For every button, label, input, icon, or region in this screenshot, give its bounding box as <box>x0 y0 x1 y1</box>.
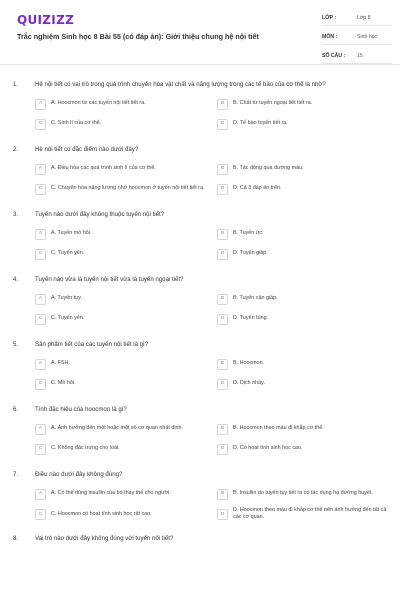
question-header <box>0 468 400 480</box>
question-header <box>0 533 400 543</box>
answer-option[interactable] <box>217 117 399 131</box>
answer-option[interactable] <box>35 292 217 306</box>
answer-options <box>35 357 400 391</box>
answer-option[interactable] <box>217 442 399 456</box>
answer-option[interactable] <box>35 312 217 326</box>
option-letter-box[interactable]: D <box>217 509 228 520</box>
answer-option[interactable] <box>217 292 399 306</box>
answer-option[interactable] <box>35 377 217 391</box>
worksheet-meta <box>322 11 392 68</box>
option-letter-box[interactable]: A <box>35 359 46 370</box>
option-text: C. Chuyển hóa năng lượng nhờ hoocmon ở tuyến nội tiết tiết ra. <box>51 185 205 192</box>
question-list <box>0 78 400 555</box>
option-letter-box[interactable]: A <box>35 489 46 500</box>
option-letter-box[interactable]: D <box>217 379 228 390</box>
option-letter-box[interactable]: A <box>35 424 46 435</box>
option-text: D. Hoocmon theo máu đi khắp cơ thể nên ảnh hưởng đến tất cả các cơ quan. <box>233 507 387 521</box>
option-text: B. Insullin do tuyến tụy tiết ra có tác dụng hạ đường huyết. <box>233 490 373 497</box>
question-item <box>0 403 400 456</box>
option-text: D. Tuyến tùng. <box>233 315 269 322</box>
option-letter-box[interactable]: C <box>35 314 46 325</box>
option-text: A. Có thể dùng insullin của bò thay thế cho người. <box>51 490 171 497</box>
option-text: A. Tuyến mồ hôi. <box>51 230 92 237</box>
answer-option[interactable] <box>217 507 399 521</box>
answer-option[interactable] <box>35 117 217 131</box>
option-text: C. Không đặc trưng cho loài. <box>51 445 120 452</box>
option-text: B. Tuyến ức. <box>233 230 264 237</box>
option-text: A. Ảnh hưởng đến một hoặc một số cơ quan nhất định. <box>51 425 184 432</box>
question-text: Tuyến nào dưới đây không thuộc tuyến nội tiết? <box>35 210 165 218</box>
question-number: 5. <box>13 340 19 348</box>
answer-option[interactable] <box>35 357 217 371</box>
option-letter-box[interactable]: C <box>35 184 46 195</box>
option-letter-box[interactable]: C <box>35 444 46 455</box>
question-item <box>0 338 400 391</box>
question-number: 6. <box>13 405 19 413</box>
answer-option[interactable] <box>217 182 399 196</box>
answer-options <box>35 487 400 521</box>
meta-row-grade <box>322 11 392 26</box>
option-letter-box[interactable]: C <box>35 379 46 390</box>
option-letter-box[interactable]: D <box>217 119 228 130</box>
question-number: 1. <box>13 80 19 88</box>
answer-option[interactable] <box>217 487 399 501</box>
option-text: A. Điều hòa các quá trình sinh lí của cơ thể. <box>51 165 156 172</box>
option-text: B. Chất từ tuyến ngoại tiết tiết ra. <box>233 100 313 107</box>
option-text: D. Tuyến giáp. <box>233 250 268 257</box>
question-item <box>0 468 400 521</box>
question-item <box>0 143 400 196</box>
question-text: Điều nào dưới đây không đúng? <box>35 470 123 478</box>
question-header <box>0 78 400 90</box>
option-text: D. Có hoạt tính sinh học cao. <box>233 445 303 452</box>
question-text: Tính đặc hiệu của hoocmon là gì? <box>35 405 127 413</box>
answer-option[interactable] <box>35 422 217 436</box>
option-letter-box[interactable]: A <box>35 229 46 240</box>
answer-option[interactable] <box>35 487 217 501</box>
question-header <box>0 403 400 415</box>
question-number: 7. <box>13 470 19 478</box>
answer-option[interactable] <box>217 227 399 241</box>
header-divider <box>0 64 400 65</box>
answer-option[interactable] <box>217 162 399 176</box>
question-header <box>0 143 400 155</box>
meta-row-question-count <box>322 49 392 64</box>
answer-options <box>35 227 400 261</box>
option-letter-box[interactable]: B <box>217 164 228 175</box>
question-text: Hệ nội tiết có đặc điểm nào dưới đây? <box>35 145 139 153</box>
answer-option[interactable] <box>217 422 399 436</box>
option-text: D. Tế bào tuyến tiết ra. <box>233 120 288 127</box>
question-item <box>0 208 400 261</box>
option-text: C. Mồ hôi. <box>51 380 76 387</box>
option-text: C. Tuyến yên. <box>51 315 85 322</box>
question-number: 4. <box>13 275 19 283</box>
answer-option[interactable] <box>217 357 399 371</box>
option-text: B. Tác động qua đường máu. <box>233 165 304 172</box>
option-letter-box[interactable]: B <box>217 359 228 370</box>
question-text: Tuyến nào vừa là tuyến nội tiết vừa là tuyến ngoại tiết? <box>35 275 184 283</box>
answer-option[interactable] <box>35 442 217 456</box>
answer-options <box>35 292 400 326</box>
quizizz-logo: QUIZIZZ <box>17 13 75 27</box>
question-header <box>0 338 400 350</box>
question-item <box>0 533 400 543</box>
option-text: A. FSH. <box>51 360 70 367</box>
meta-label: SỐ CÂU : <box>322 53 346 59</box>
answer-options <box>35 422 400 456</box>
answer-option[interactable] <box>35 507 217 521</box>
question-text: Sản phẩm tiết của các tuyến nội tiết là gì? <box>35 340 149 348</box>
option-letter-box[interactable]: C <box>35 119 46 130</box>
option-letter-box[interactable]: B <box>217 424 228 435</box>
answer-option[interactable] <box>217 247 399 261</box>
meta-value: Sinh học <box>357 34 378 40</box>
option-letter-box[interactable]: D <box>217 184 228 195</box>
answer-option[interactable] <box>35 227 217 241</box>
question-number: 3. <box>13 210 19 218</box>
option-letter-box[interactable]: D <box>217 444 228 455</box>
option-letter-box[interactable]: B <box>217 489 228 500</box>
answer-option[interactable] <box>217 97 399 111</box>
option-text: A. Tuyến tụy. <box>51 295 83 302</box>
option-letter-box[interactable]: D <box>217 314 228 325</box>
answer-option[interactable] <box>217 312 399 326</box>
option-text: C. Hoocmon có hoạt tính sinh học rất cao. <box>51 510 152 517</box>
meta-label: MÔN : <box>322 34 338 40</box>
option-letter-box[interactable]: B <box>217 99 228 110</box>
option-text: D. Cả 3 đáp án trên. <box>233 185 282 192</box>
worksheet-title: Trắc nghiệm Sinh học 8 Bài 55 (có đáp án): Giới thiệu chung hệ nội tiết <box>17 32 259 41</box>
option-letter-box[interactable]: A <box>35 99 46 110</box>
answer-options <box>35 162 400 196</box>
option-text: C. Sinh lí của cơ thể. <box>51 120 102 127</box>
meta-label: LỚP : <box>322 15 337 21</box>
option-text: C. Tuyến yên. <box>51 250 85 257</box>
meta-row-subject <box>322 30 392 45</box>
answer-option[interactable] <box>35 182 217 196</box>
question-text: Vai trò nào dưới đây không đúng với tuyến nội tiết? <box>35 534 174 542</box>
answer-option[interactable] <box>217 377 399 391</box>
option-letter-box[interactable]: C <box>35 249 46 260</box>
answer-option[interactable] <box>35 247 217 261</box>
meta-value: Lớp 8 <box>357 15 371 21</box>
option-letter-box[interactable]: A <box>35 294 46 305</box>
option-text: B. Hoocmon theo máu đi khắp cơ thể. <box>233 425 324 432</box>
question-text: Hệ nội tiết có vai trò trong quá trình chuyển hóa vật chất và năng lượng trong các tế bào của cơ thể là nhờ? <box>35 80 326 88</box>
question-header <box>0 273 400 285</box>
option-letter-box[interactable]: D <box>217 249 228 260</box>
option-text: D. Dịch nhầy. <box>233 380 265 387</box>
option-text: B. Tuyến cận giáp. <box>233 295 278 302</box>
answer-option[interactable] <box>35 97 217 111</box>
option-letter-box[interactable]: B <box>217 294 228 305</box>
option-text: A. Hoocmon từ các tuyến nội tiết tiết ra. <box>51 100 146 107</box>
answer-options <box>35 97 400 131</box>
question-item <box>0 78 400 131</box>
question-number: 2. <box>13 145 19 153</box>
meta-value: 15 <box>357 53 363 59</box>
question-number: 8. <box>13 534 19 542</box>
option-letter-box[interactable]: C <box>35 509 46 520</box>
option-letter-box[interactable]: A <box>35 164 46 175</box>
worksheet-header <box>0 0 400 64</box>
option-letter-box[interactable]: B <box>217 229 228 240</box>
question-item <box>0 273 400 326</box>
question-header <box>0 208 400 220</box>
option-text: B. Hoocmon. <box>233 360 265 367</box>
answer-option[interactable] <box>35 162 217 176</box>
